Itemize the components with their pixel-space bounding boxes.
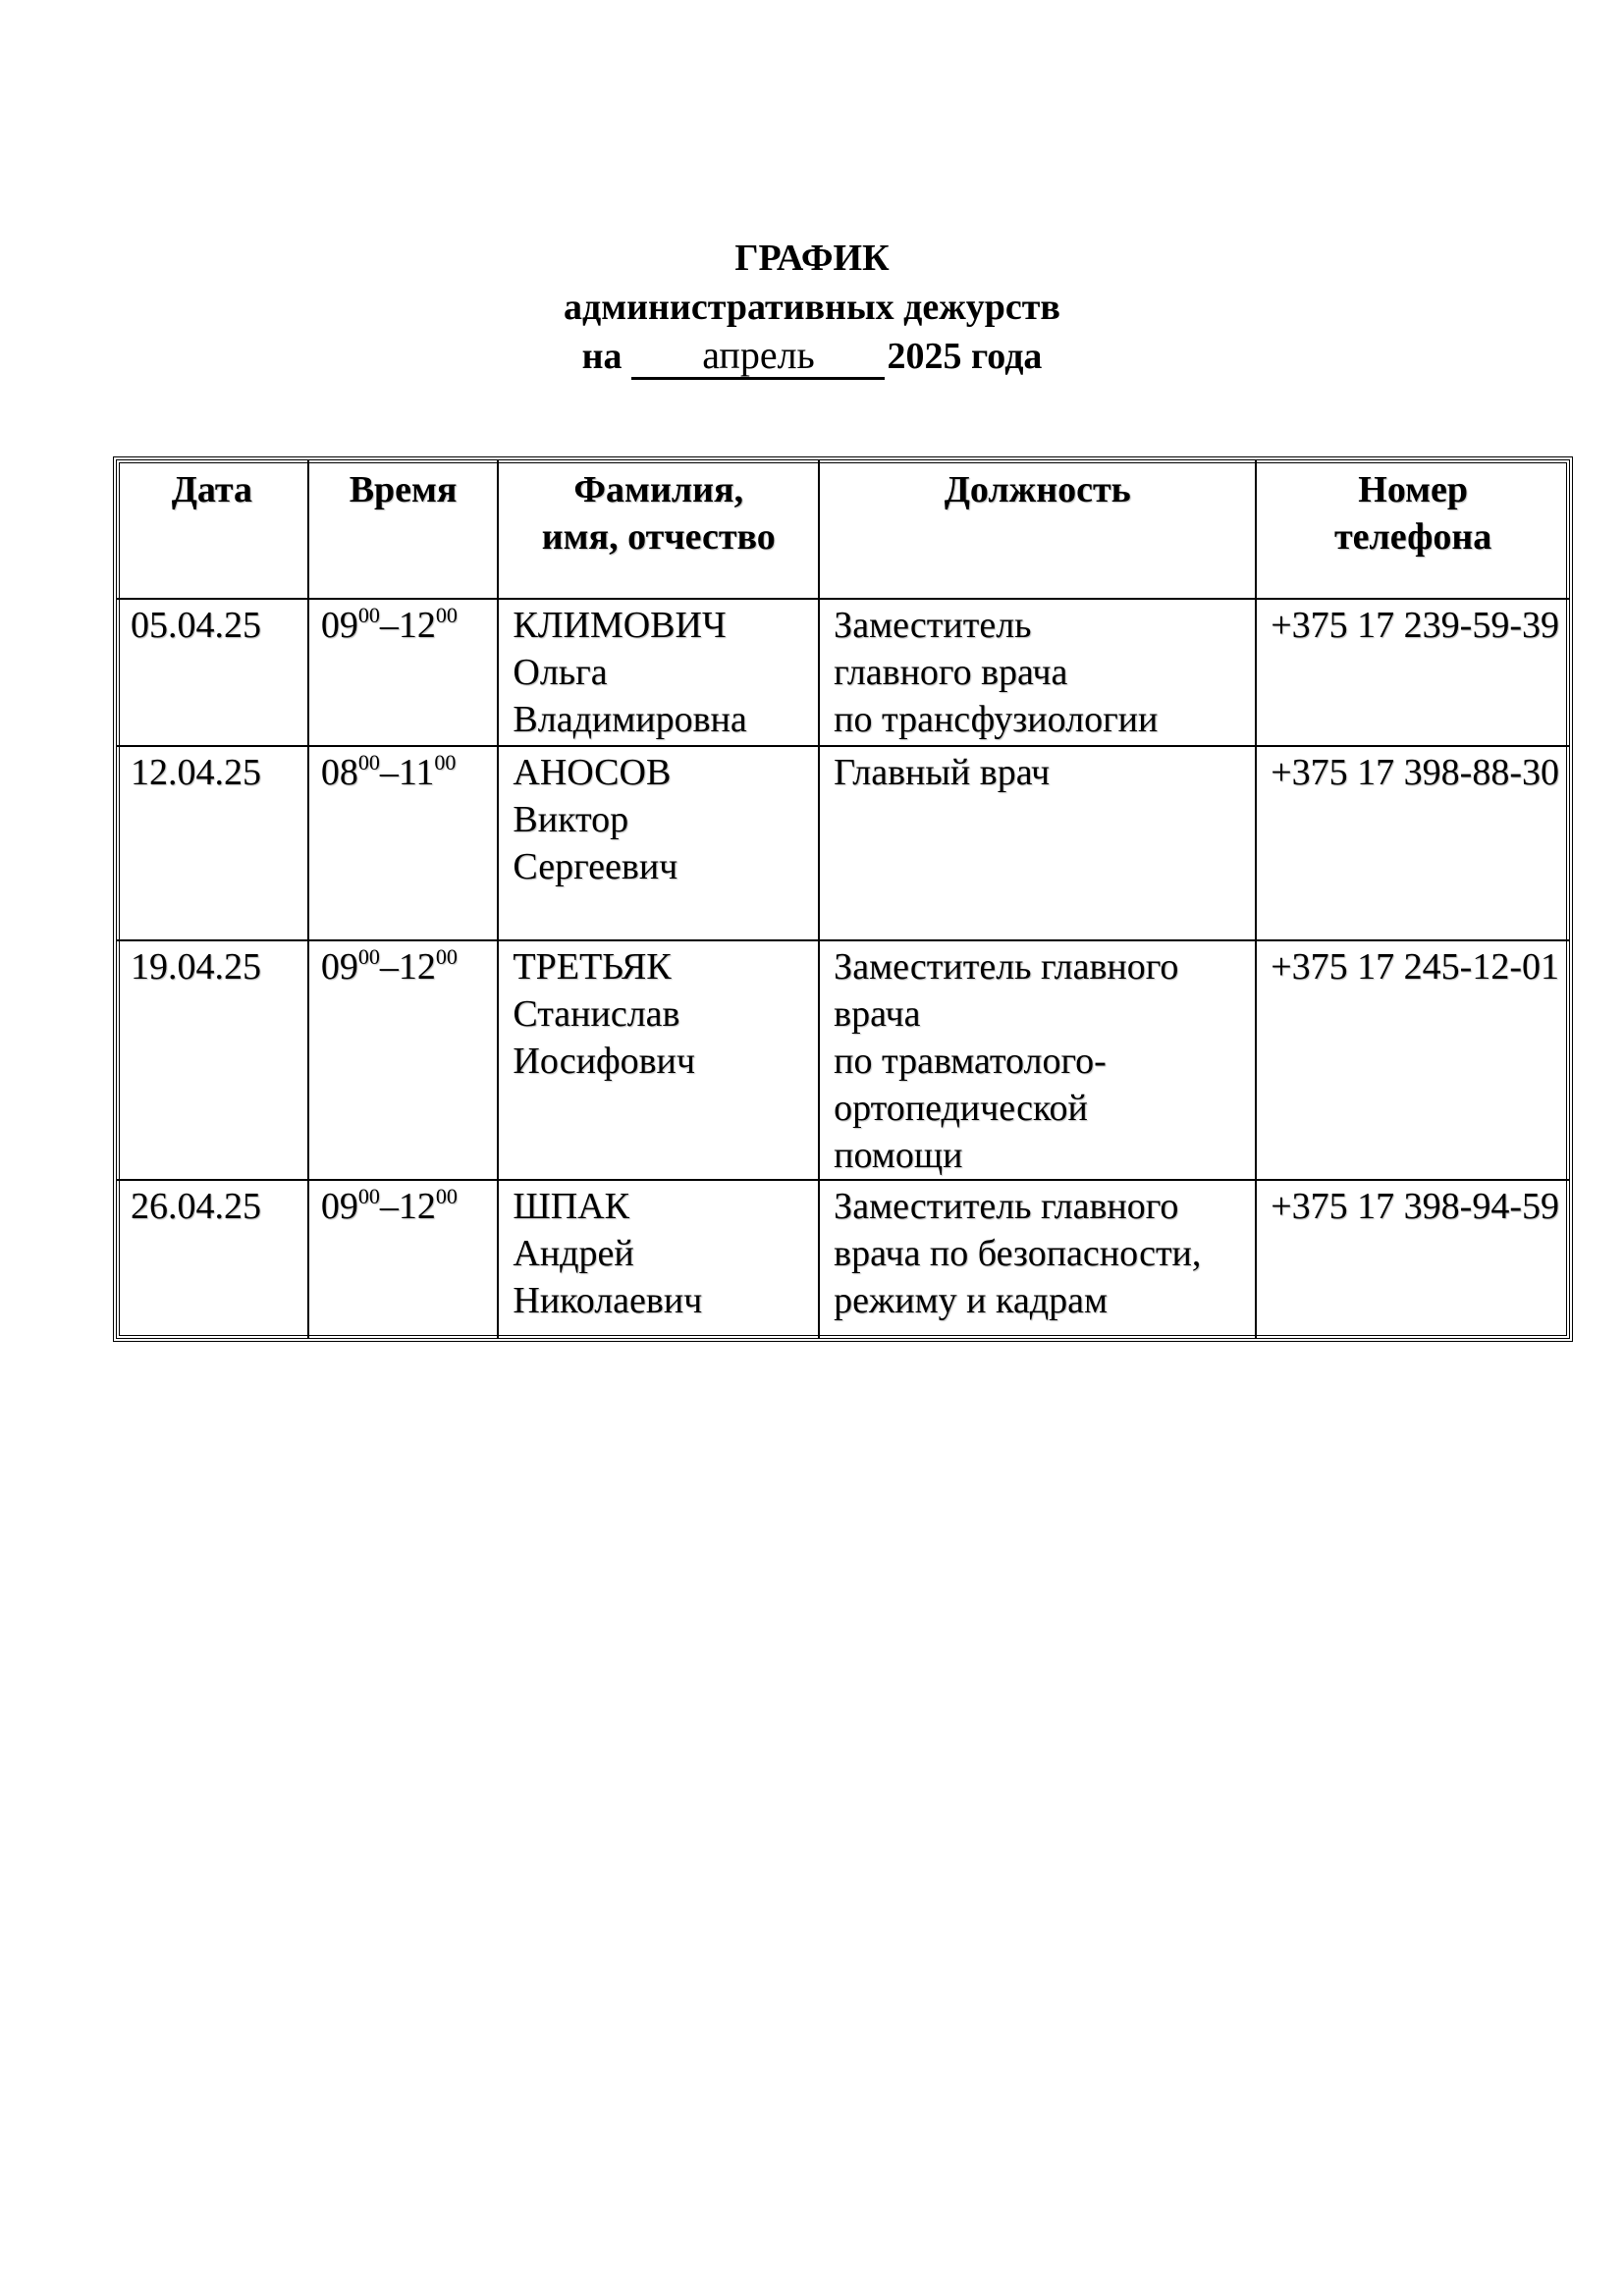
table-row — [117, 941, 1569, 1181]
time-start-min: 00 — [357, 944, 380, 969]
cell-name — [499, 747, 820, 941]
cell-name — [499, 941, 820, 1181]
first-name: Ольга — [513, 652, 608, 693]
cell-phone: +375 17 398-88-30 — [1257, 747, 1569, 941]
document-title: ГРАФИК — [734, 238, 890, 279]
time-end-min: 00 — [435, 944, 458, 969]
period-suffix: 2025 года — [887, 336, 1043, 377]
time-start-min: 00 — [357, 603, 380, 627]
time-end-min: 00 — [435, 603, 458, 627]
surname: АНОСОВ — [513, 752, 672, 793]
position-line: по травматолого- — [834, 1041, 1107, 1082]
header-name-line1: Фамилия, — [573, 469, 744, 510]
time-start-hour: 09 — [320, 946, 358, 988]
surname: ТРЕТЬЯК — [513, 946, 672, 988]
time-dash: – — [379, 605, 399, 646]
table-header-row — [117, 460, 1569, 600]
position-line: по трансфузиологии — [834, 699, 1159, 740]
document-header — [0, 234, 1624, 381]
cell-time — [309, 600, 500, 747]
time-start-min: 00 — [357, 1184, 380, 1208]
cell-name — [499, 600, 820, 747]
cell-name — [499, 1181, 820, 1338]
first-name: Станислав — [513, 993, 680, 1035]
time-dash: – — [379, 1186, 399, 1227]
duty-schedule-table — [113, 456, 1573, 1342]
cell-position — [820, 747, 1257, 941]
time-start-hour: 08 — [320, 752, 358, 793]
header-name-line2: имя, отчество — [541, 516, 776, 558]
period-prefix: на — [581, 336, 623, 377]
position-line: помощи — [834, 1135, 963, 1176]
cell-phone: +375 17 398-94-59 — [1271, 1186, 1559, 1227]
period-month: апрель — [631, 334, 885, 380]
time-dash: – — [379, 946, 399, 988]
time-end-min: 00 — [434, 750, 457, 774]
time-start-hour: 09 — [320, 605, 358, 646]
position-line: врача по безопасности, — [834, 1233, 1202, 1274]
time-end-min: 00 — [435, 1184, 458, 1208]
first-name: Виктор — [513, 799, 629, 840]
position-line: ортопедической — [834, 1088, 1088, 1129]
position-line: Заместитель главного — [834, 1186, 1179, 1227]
patronymic: Иосифович — [513, 1041, 695, 1082]
time-dash: – — [379, 752, 399, 793]
cell-phone: +375 17 245-12-01 — [1257, 941, 1569, 1181]
time-end-hour: 12 — [398, 605, 436, 646]
time-start-hour: 09 — [320, 1186, 358, 1227]
header-phone-line2: телефона — [1333, 516, 1492, 558]
header-name — [499, 460, 820, 600]
table-row — [117, 600, 1569, 747]
cell-time — [309, 747, 500, 941]
patronymic: Сергеевич — [513, 846, 678, 887]
cell-date: 12.04.25 — [117, 747, 309, 941]
time-end-hour: 11 — [398, 752, 435, 793]
position-line: режиму и кадрам — [834, 1280, 1109, 1321]
cell-position — [820, 600, 1257, 747]
time-start-min: 00 — [357, 750, 380, 774]
cell-phone: +375 17 239-59-39 — [1257, 600, 1569, 747]
header-date: Дата — [117, 460, 309, 600]
position-line: врача — [834, 993, 921, 1035]
table-row — [117, 747, 1569, 941]
document-subtitle: административных дежурств — [564, 287, 1060, 328]
time-end-hour: 12 — [398, 946, 436, 988]
first-name: Андрей — [513, 1233, 634, 1274]
cell-position — [820, 941, 1257, 1181]
header-phone-line1: Номер — [1358, 469, 1468, 510]
cell-time — [309, 1181, 500, 1338]
position-line: Заместитель — [834, 605, 1032, 646]
surname: КЛИМОВИЧ — [513, 605, 727, 646]
position-line: Главный врач — [834, 752, 1051, 793]
cell-date: 19.04.25 — [117, 941, 309, 1181]
cell-date: 26.04.25 — [117, 1181, 309, 1338]
cell-time — [309, 941, 500, 1181]
table-row — [117, 1181, 1569, 1338]
document-period — [0, 332, 1624, 381]
cell-position — [820, 1181, 1257, 1338]
header-time: Время — [309, 460, 500, 600]
header-phone — [1257, 460, 1569, 600]
cell-date: 05.04.25 — [117, 600, 309, 747]
position-line: главного врача — [834, 652, 1068, 693]
surname: ШПАК — [513, 1186, 629, 1227]
header-position: Должность — [820, 460, 1257, 600]
patronymic: Владимировна — [513, 699, 747, 740]
position-line: Заместитель главного — [834, 946, 1179, 988]
patronymic: Николаевич — [513, 1280, 703, 1321]
time-end-hour: 12 — [398, 1186, 436, 1227]
